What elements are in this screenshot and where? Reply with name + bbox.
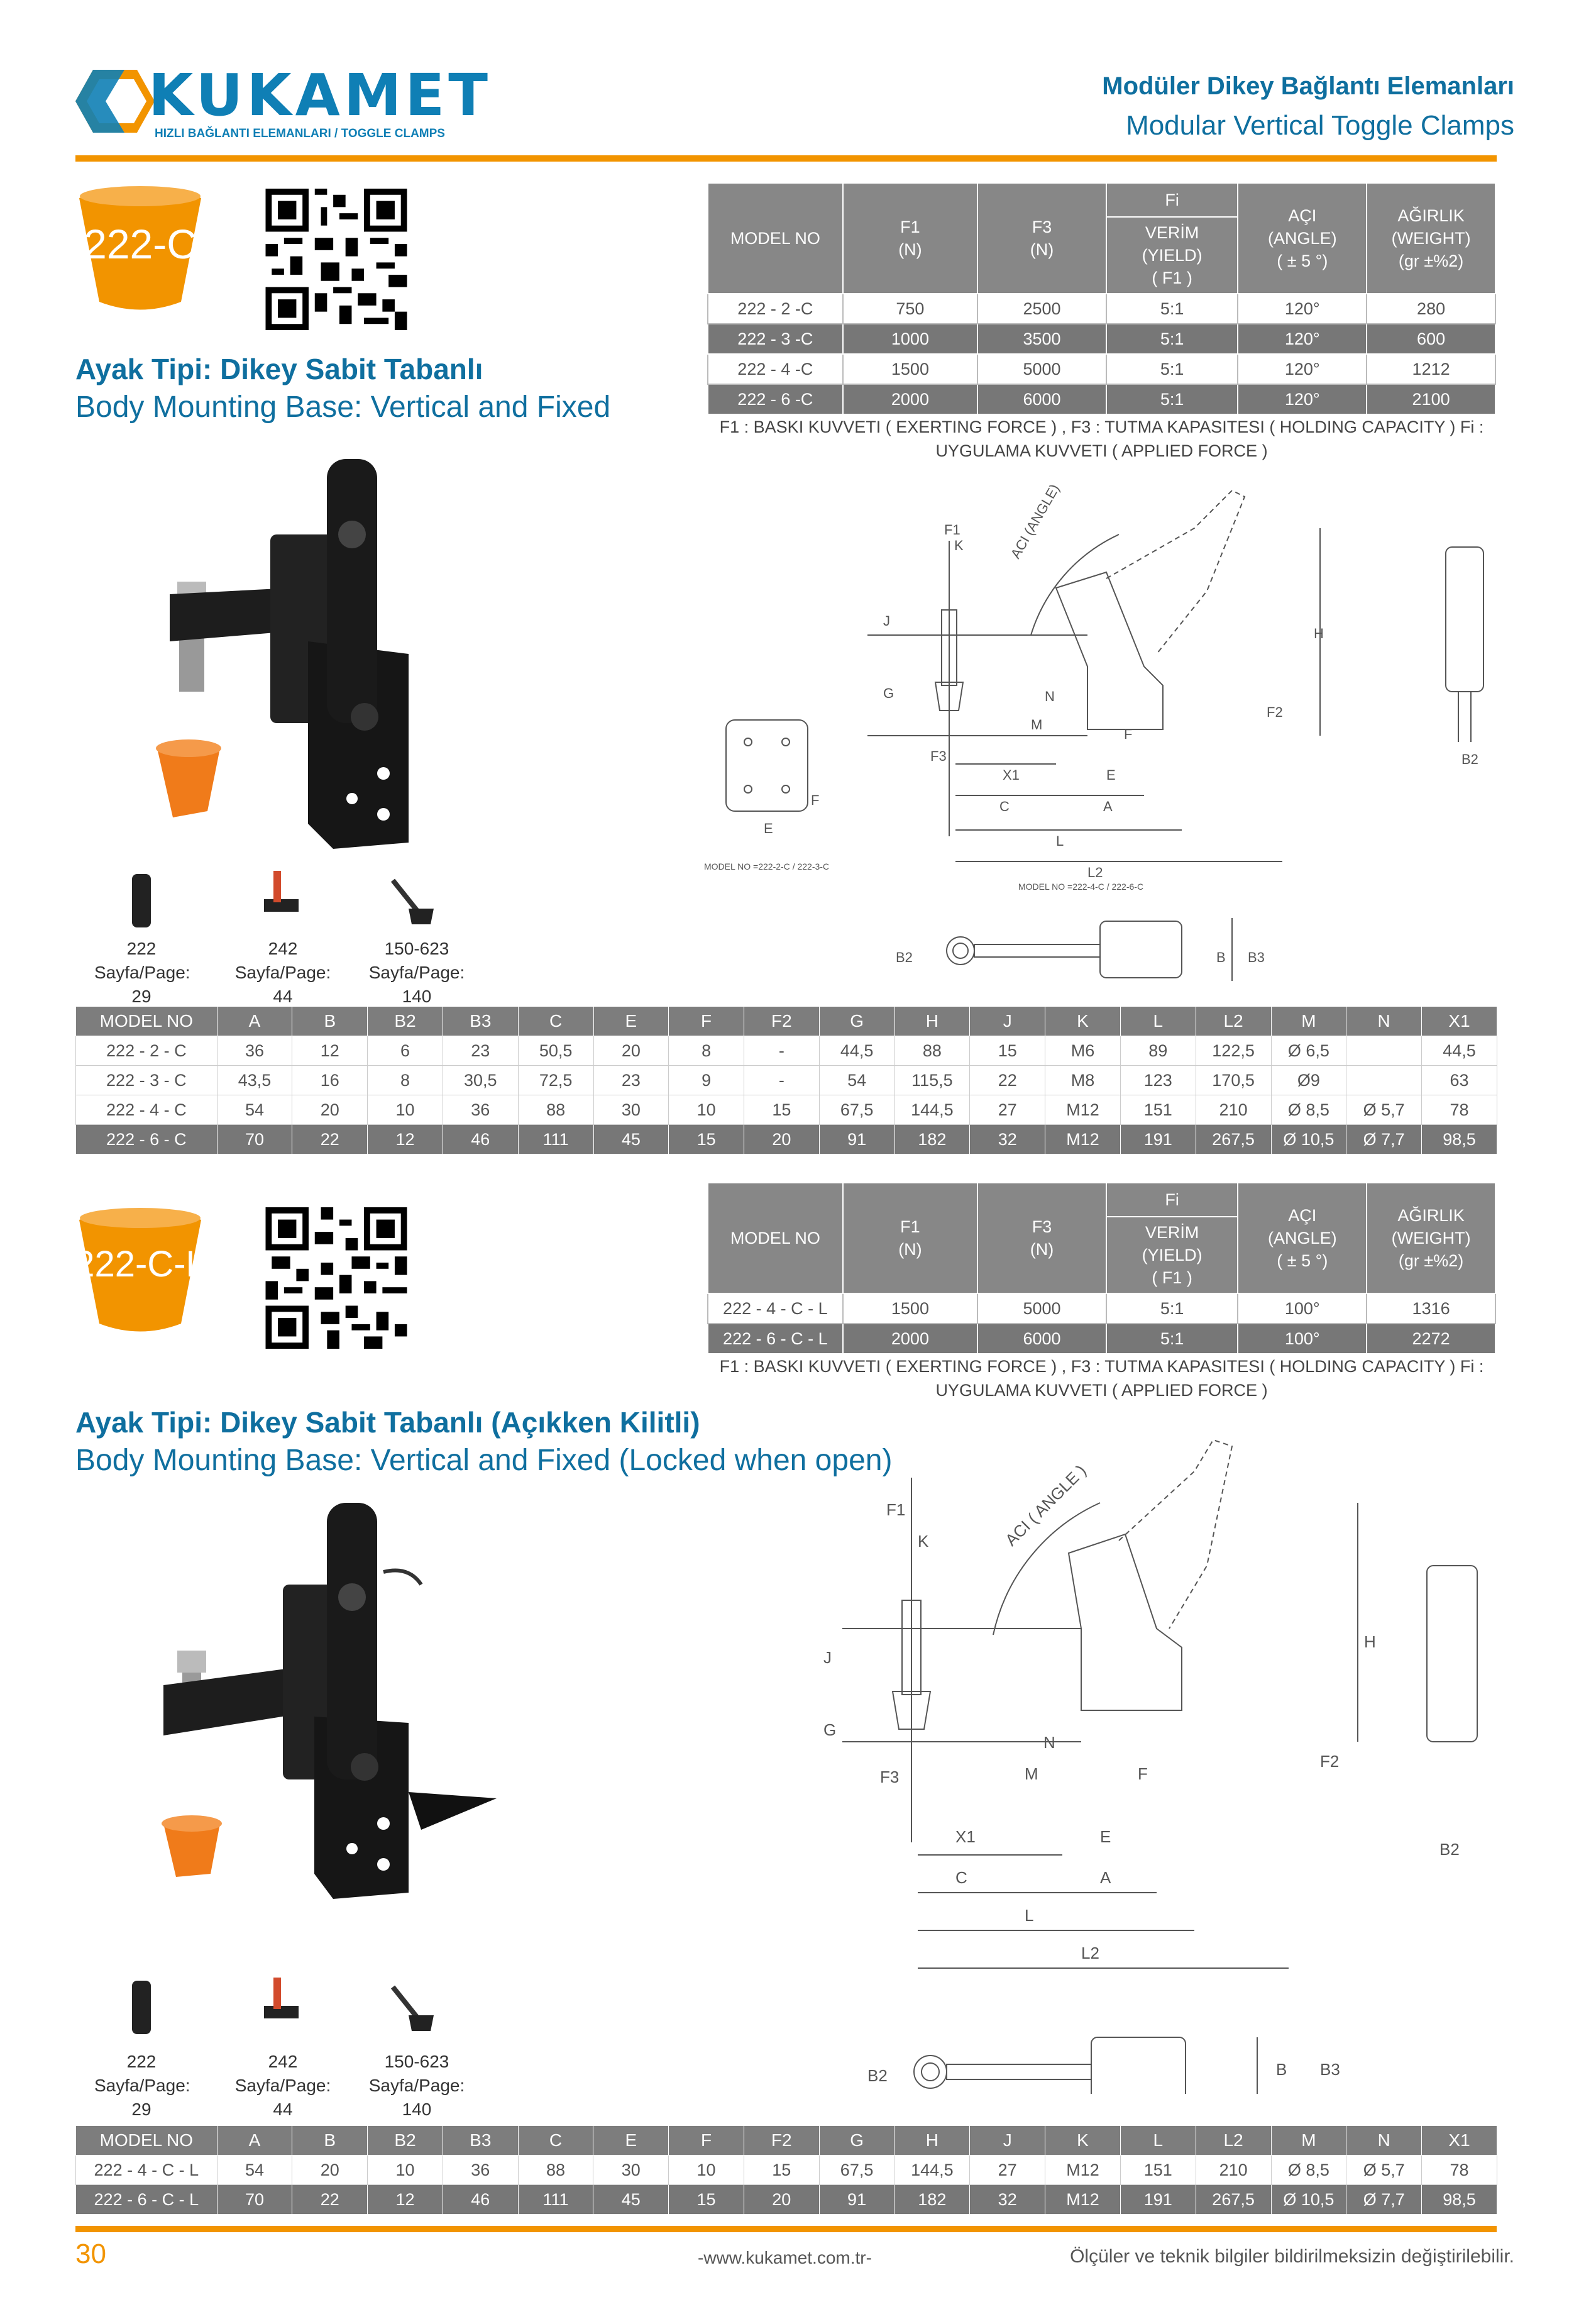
table-row: 222 - 3 -C 1000 3500 5:1 120° 600 — [708, 324, 1495, 354]
svg-text:F: F — [1124, 726, 1133, 742]
svg-text:E: E — [1100, 1827, 1111, 1846]
table-row: 222 - 2 - C 36 12 6 23 50,5 20 8 - 44,5 88 15 M6 89 122,5 Ø 6,5 44,5 — [76, 1036, 1497, 1066]
svg-text:A: A — [1100, 1868, 1111, 1887]
table-row: 222 - 6 - C - L 70 22 12 46 111 45 15 20 91 182 32 M12 191 267,5 Ø 10,5 Ø 7,7 98,5 — [76, 2185, 1497, 2215]
svg-text:E: E — [764, 821, 773, 836]
svg-text:B2: B2 — [896, 949, 913, 965]
table-row: 222 - 3 - C 43,5 16 8 30,5 72,5 23 9 - 54 115,5 22 M8 123 170,5 Ø9 63 — [76, 1066, 1497, 1095]
spindle-150-623-thumbnail-icon — [387, 868, 437, 931]
clamp-photo-222-c — [145, 446, 572, 855]
svg-text:ACI ( ANGLE ): ACI ( ANGLE ) — [1001, 1461, 1090, 1550]
disclaimer: Ölçüler ve teknik bilgiler bildirilmeksizin değiştirilebilir. — [1070, 2246, 1514, 2267]
spec-table: MODEL NO F1 (N) F3 (N) Fi AÇI (ANGLE) ( ± 5 °) AĞIRLIK (WEIGHT) (gr ±%2) VERİM (YIELD) ( F1 ) 222 - 4 - C - L 1500 5000 5:1 100° 1316 222 - 6 - C - L 2000 6000 5:1 100° 2272 F1 : BASKI KUVVETI ( EXERTING FORCE ) , F3 : TUTMA KAPASITESI ( HOLDING CAPACITY ) Fi : UYGULAMA KUVVETI ( APPLIED FORCE ) — [707, 1182, 1496, 1403]
clamp-photo-222-c-l — [145, 1497, 585, 1905]
related-products: 222 Sayfa/Page: 29 242 Sayfa/Page: 44 150-623 Sayfa/Page: 140 — [75, 1974, 515, 2100]
svg-text:B2: B2 — [867, 2066, 888, 2085]
table-row: 222 - 4 - C - L 1500 5000 5:1 100° 1316 — [708, 1293, 1495, 1324]
spec-footnote: F1 : BASKI KUVVETI ( EXERTING FORCE ) , F3 : TUTMA KAPASITESI ( HOLDING CAPACITY ) Fi : UYGULAMA KUVVETI ( APPLIED FORCE ) — [708, 1354, 1495, 1403]
related-products: 222 Sayfa/Page: 29 242 Sayfa/Page: 44 150-623 Sayfa/Page: 140 — [75, 868, 515, 993]
svg-text:G: G — [883, 685, 894, 701]
svg-text:H: H — [1364, 1632, 1376, 1651]
dimension-table — [75, 1006, 1497, 1154]
qr-code-icon — [264, 1207, 409, 1349]
svg-text:F3: F3 — [930, 748, 947, 764]
svg-text:M: M — [1031, 717, 1043, 733]
svg-text:F2: F2 — [1320, 1752, 1340, 1771]
footer-divider — [75, 2226, 1497, 2232]
product-code-badge: 222-C — [74, 182, 206, 311]
svg-text:E: E — [1106, 767, 1116, 783]
svg-text:L: L — [1025, 1906, 1034, 1925]
clamp-242-thumbnail-icon — [258, 1974, 302, 2037]
svg-text:F: F — [1138, 1764, 1148, 1783]
brand-name: KUKAMET — [148, 62, 492, 129]
svg-text:B2: B2 — [1439, 1840, 1460, 1859]
page-number: 30 — [75, 2238, 106, 2269]
svg-text:J: J — [823, 1648, 832, 1667]
svg-text:X1: X1 — [1003, 767, 1020, 783]
svg-text:ACI (ANGLE): ACI (ANGLE) — [1007, 481, 1063, 562]
page-title-en: Modular Vertical Toggle Clamps — [1126, 110, 1514, 141]
table-row: 222 - 4 -C 1500 5000 5:1 120° 1212 — [708, 354, 1495, 384]
technical-drawing-222-c — [679, 478, 1496, 1000]
svg-text:J: J — [883, 613, 890, 629]
dimension-table — [75, 2125, 1497, 2215]
logo-hexagon-icon — [74, 67, 156, 136]
table-header-row: MODEL NO A B B2 B3 C E F F2 G H J K L L2 M N X1 — [76, 1007, 1497, 1036]
technical-drawing-222-c-l — [805, 1440, 1502, 2094]
spec-footnote: F1 : BASKI KUVVETI ( EXERTING FORCE ) , F3 : TUTMA KAPASITESI ( HOLDING CAPACITY ) Fi : UYGULAMA KUVVETI ( APPLIED FORCE ) — [708, 414, 1495, 463]
svg-text:B: B — [1276, 2060, 1287, 2079]
table-row: 222 - 6 - C 70 22 12 46 111 45 15 20 91 182 32 M12 191 267,5 Ø 10,5 Ø 7,7 98,5 — [76, 1125, 1497, 1154]
svg-text:L2: L2 — [1087, 865, 1103, 880]
section-title-tr: Ayak Tipi: Dikey Sabit Tabanlı (Açıkken Kilitli) — [75, 1406, 700, 1439]
svg-text:B: B — [1216, 949, 1226, 965]
table-row: 222 - 6 - C - L 2000 6000 5:1 100° 2272 — [708, 1324, 1495, 1354]
brand-logo[interactable] — [74, 62, 492, 145]
table-header-row: MODEL NO A B B2 B3 C E F F2 G H J K L L2 M N X1 — [76, 2126, 1497, 2155]
svg-text:L: L — [1056, 833, 1064, 849]
page-title-tr: Modüler Dikey Bağlantı Elemanları — [1102, 72, 1514, 100]
svg-text:MODEL NO =222-2-C / 222-3-C: MODEL NO =222-2-C / 222-3-C — [704, 861, 830, 872]
svg-text:N: N — [1045, 689, 1055, 704]
svg-text:L2: L2 — [1081, 1944, 1099, 1962]
svg-text:MODEL NO =222-4-C / 222-6-C: MODEL NO =222-4-C / 222-6-C — [1018, 882, 1144, 892]
svg-text:F3: F3 — [880, 1768, 900, 1786]
section-title-en: Body Mounting Base: Vertical and Fixed (Locked when open) — [75, 1444, 893, 1477]
svg-text:F1: F1 — [886, 1500, 906, 1519]
header-divider — [75, 155, 1497, 162]
svg-text:B3: B3 — [1248, 949, 1265, 965]
svg-text:N: N — [1043, 1733, 1055, 1752]
website-link[interactable]: -www.kukamet.com.tr- — [698, 2248, 872, 2267]
product-code-badge: 222-C-L — [74, 1204, 206, 1333]
clamp-222-thumbnail-icon — [123, 868, 160, 931]
svg-text:X1: X1 — [955, 1827, 976, 1846]
svg-text:B3: B3 — [1320, 2060, 1340, 2079]
table-row: 222 - 4 - C - L 54 20 10 36 88 30 10 15 67,5 144,5 27 M12 151 210 Ø 8,5 Ø 5,7 78 — [76, 2155, 1497, 2185]
svg-text:M: M — [1025, 1764, 1038, 1783]
clamp-242-thumbnail-icon — [258, 868, 302, 931]
qr-code-icon — [264, 189, 409, 330]
table-row: 222 - 6 -C 2000 6000 5:1 120° 2100 — [708, 384, 1495, 414]
svg-text:C: C — [955, 1868, 967, 1887]
spindle-150-623-thumbnail-icon — [387, 1974, 437, 2037]
svg-text:G: G — [823, 1720, 837, 1739]
svg-text:A: A — [1103, 799, 1113, 814]
svg-text:C: C — [999, 799, 1010, 814]
spec-table: MODEL NO F1 (N) F3 (N) Fi AÇI (ANGLE) ( ± 5 °) AĞIRLIK (WEIGHT) (gr ±%2) VERİM (YIELD) ( F1 ) 222 - 2 -C 750 2500 5:1 120° 280 222 - 3 -C 1000 3500 5:1 120° 600 222 - 4 -C 1500 5000 5:1 120° 1212 222 - 6 -C 2000 6000 5:1 120° 2100 F1 : BASKI KUVVETI ( EXERTING FORCE ) , F3 : TUTMA KAPASITESI ( HOLDING CAPACITY ) Fi : UYGULAMA KUVVETI ( APPLIED FORCE ) — [707, 182, 1496, 464]
svg-text:F1: F1 — [944, 522, 960, 538]
section-title-tr: Ayak Tipi: Dikey Sabit Tabanlı — [75, 353, 483, 385]
svg-text:B2: B2 — [1461, 751, 1478, 767]
table-row: 222 - 2 -C 750 2500 5:1 120° 280 — [708, 294, 1495, 324]
brand-subtitle: HIZLI BAĞLANTI ELEMANLARI / TOGGLE CLAMPS — [155, 127, 445, 140]
svg-text:K: K — [954, 538, 964, 553]
table-row: 222 - 4 - C 54 20 10 36 88 30 10 15 67,5 144,5 27 M12 151 210 Ø 8,5 Ø 5,7 78 — [76, 1095, 1497, 1125]
section-title-en: Body Mounting Base: Vertical and Fixed — [75, 390, 611, 424]
svg-text:H: H — [1314, 626, 1324, 641]
svg-text:F2: F2 — [1267, 704, 1283, 720]
svg-text:F: F — [811, 792, 820, 808]
clamp-222-thumbnail-icon — [123, 1974, 160, 2037]
svg-text:K: K — [918, 1532, 929, 1551]
